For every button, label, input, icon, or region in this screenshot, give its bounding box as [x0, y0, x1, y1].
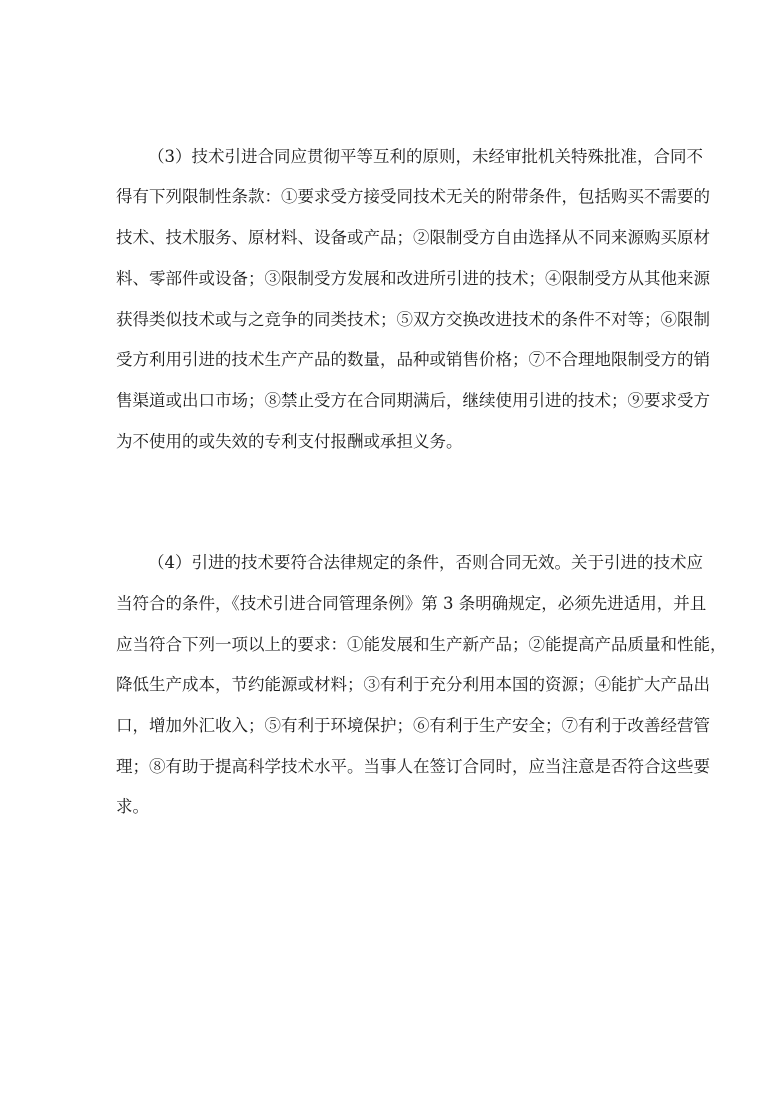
paragraph-3-line: 技术、技术服务、原材料、设备或产品；②限制受方自由选择从不同来源购买原材 — [116, 228, 710, 247]
paragraph-3-line: 获得类似技术或与之竞争的同类技术；⑤双方交换改进技术的条件不对等；⑥限制 — [116, 310, 710, 329]
paragraph-3-line: 售渠道或出口市场；⑧禁止受方在合同期满后，继续使用引进的技术；⑨要求受方 — [116, 391, 710, 410]
paragraph-4-line: 当符合的条件，《技术引进合同管理条例》第 3 条明确规定，必须先进适用，并且 — [116, 594, 707, 613]
paragraph-3-line: 为不使用的或失效的专利支付报酬或承担义务。 — [116, 432, 463, 451]
paragraph-4-line: 理；⑧有助于提高科学技术水平。当事人在签订合同时，应当注意是否符合这些要 — [116, 757, 710, 776]
paragraph-4-line: 应当符合下列一项以上的要求：①能发展和生产新产品；②能提高产品质量和性能， — [116, 635, 727, 654]
paragraph-4-line: 口，增加外汇收入；⑤有利于环境保护；⑥有利于生产安全；⑦有利于改善经营管 — [116, 716, 710, 735]
paragraph-3-line: （3）技术引进合同应贯彻平等互利的原则，未经审批机关特殊批准，合同不 — [148, 147, 703, 166]
paragraph-3-line: 受方利用引进的技术生产产品的数量，品种或销售价格；⑦不合理地限制受方的销 — [116, 350, 710, 369]
paragraph-4-line: 求。 — [116, 797, 149, 816]
paragraph-3-line: 料、零部件或设备；③限制受方发展和改进所引进的技术；④限制受方从其他来源 — [116, 269, 710, 288]
paragraph-4-line: 降低生产成本，节约能源或材料；③有利于充分利用本国的资源；④能扩大产品出 — [116, 675, 710, 694]
paragraph-3-line: 得有下列限制性条款：①要求受方接受同技术无关的附带条件，包括购买不需要的 — [116, 187, 710, 206]
paragraph-4-line: （4）引进的技术要符合法律规定的条件，否则合同无效。关于引进的技术应 — [148, 553, 703, 572]
